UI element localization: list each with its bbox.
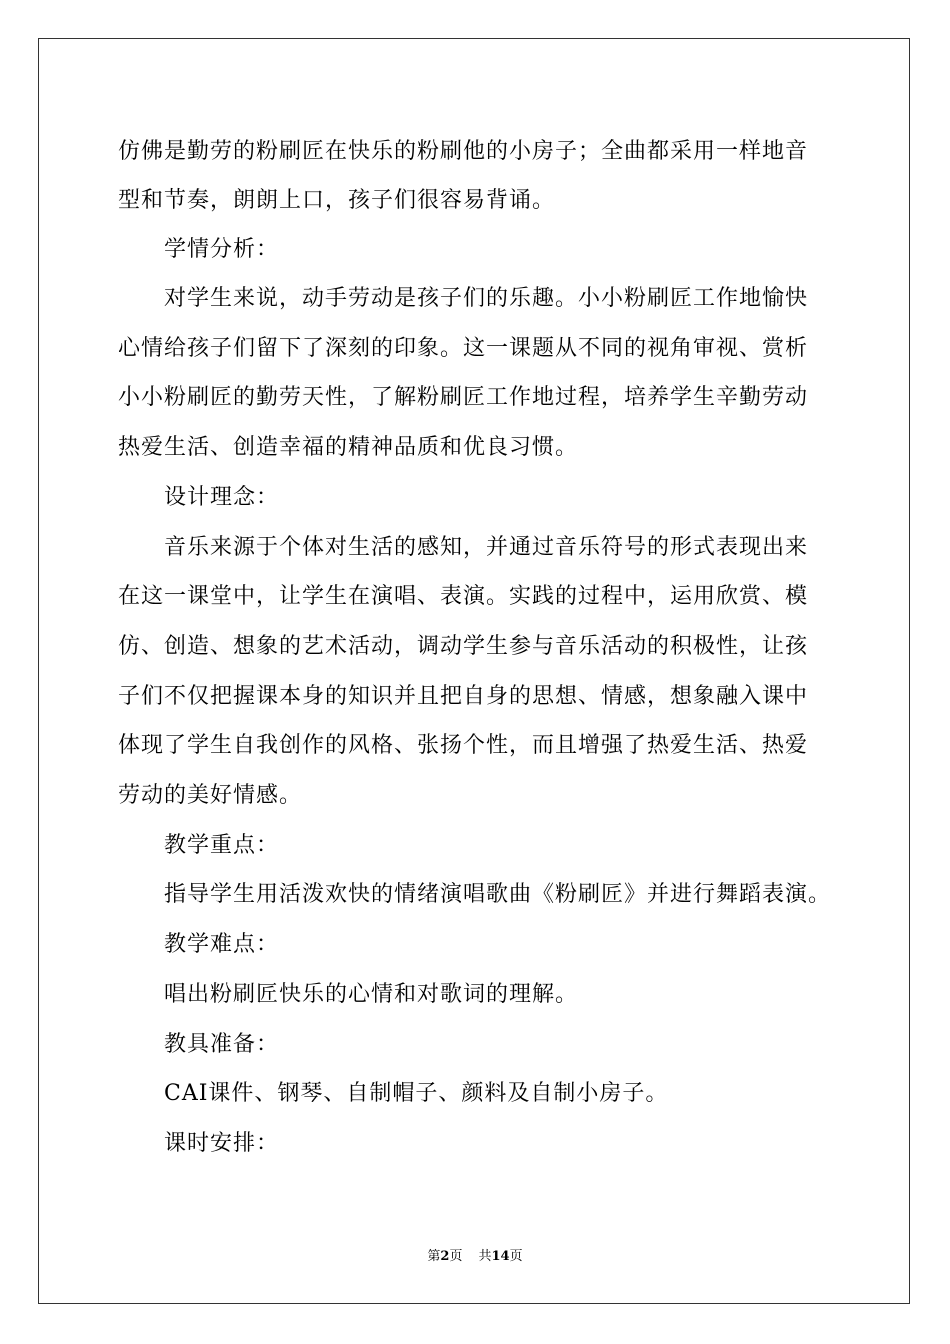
body-line: CAI课件、钢琴、自制帽子、颜料及自制小房子。 xyxy=(164,1081,669,1106)
section-heading: 学情分析： xyxy=(164,237,280,262)
body-line: 对学生来说，动手劳动是孩子们的乐趣。小小粉刷匠工作地愉快 xyxy=(164,286,809,311)
body-line: 子们不仅把握课本身的知识并且把自身的思想、情感，想象融入课中 xyxy=(118,684,809,709)
body-line: 在这一课堂中，让学生在演唱、表演。实践的过程中，运用欣赏、模 xyxy=(118,584,809,609)
page-suffix: 页 xyxy=(449,1249,463,1264)
page-prefix: 第 xyxy=(427,1249,441,1264)
body-line: 心情给孩子们留下了深刻的印象。这一课题从不同的视角审视、赏析 xyxy=(118,336,809,361)
body-line: 指导学生用活泼欢快的情绪演唱歌曲《粉刷匠》并进行舞蹈表演。 xyxy=(164,882,832,907)
body-line: 劳动的美好情感。 xyxy=(118,783,303,808)
body-line: 体现了学生自我创作的风格、张扬个性，而且增强了热爱生活、热爱 xyxy=(118,733,809,758)
body-line: 唱出粉刷匠快乐的心情和对歌词的理解。 xyxy=(164,982,579,1007)
total-suffix: 页 xyxy=(509,1249,523,1264)
section-heading: 设计理念： xyxy=(164,485,280,510)
total-pages: 14 xyxy=(491,1249,510,1264)
section-heading: 教具准备： xyxy=(164,1032,280,1057)
body-line: 音乐来源于个体对生活的感知，并通过音乐符号的形式表现出来 xyxy=(164,535,809,560)
body-line: 热爱生活、创造幸福的精神品质和优良习惯。 xyxy=(118,435,579,460)
body-line: 仿佛是勤劳的粉刷匠在快乐的粉刷他的小房子；全曲都采用一样地音 xyxy=(118,139,809,164)
body-line: 仿、创造、想象的艺术活动，调动学生参与音乐活动的积极性，让孩 xyxy=(118,634,809,659)
body-line: 小小粉刷匠的勤劳天性，了解粉刷匠工作地过程，培养学生辛勤劳动 xyxy=(118,385,809,410)
section-heading: 教学难点： xyxy=(164,932,280,957)
page-number: 2 xyxy=(440,1249,450,1264)
section-heading: 课时安排： xyxy=(164,1131,280,1156)
page-frame xyxy=(38,38,910,1304)
section-heading: 教学重点： xyxy=(164,833,280,858)
total-prefix: 共 xyxy=(478,1249,492,1264)
page-footer xyxy=(0,1249,950,1265)
body-line: 型和节奏，朗朗上口，孩子们很容易背诵。 xyxy=(118,188,556,213)
